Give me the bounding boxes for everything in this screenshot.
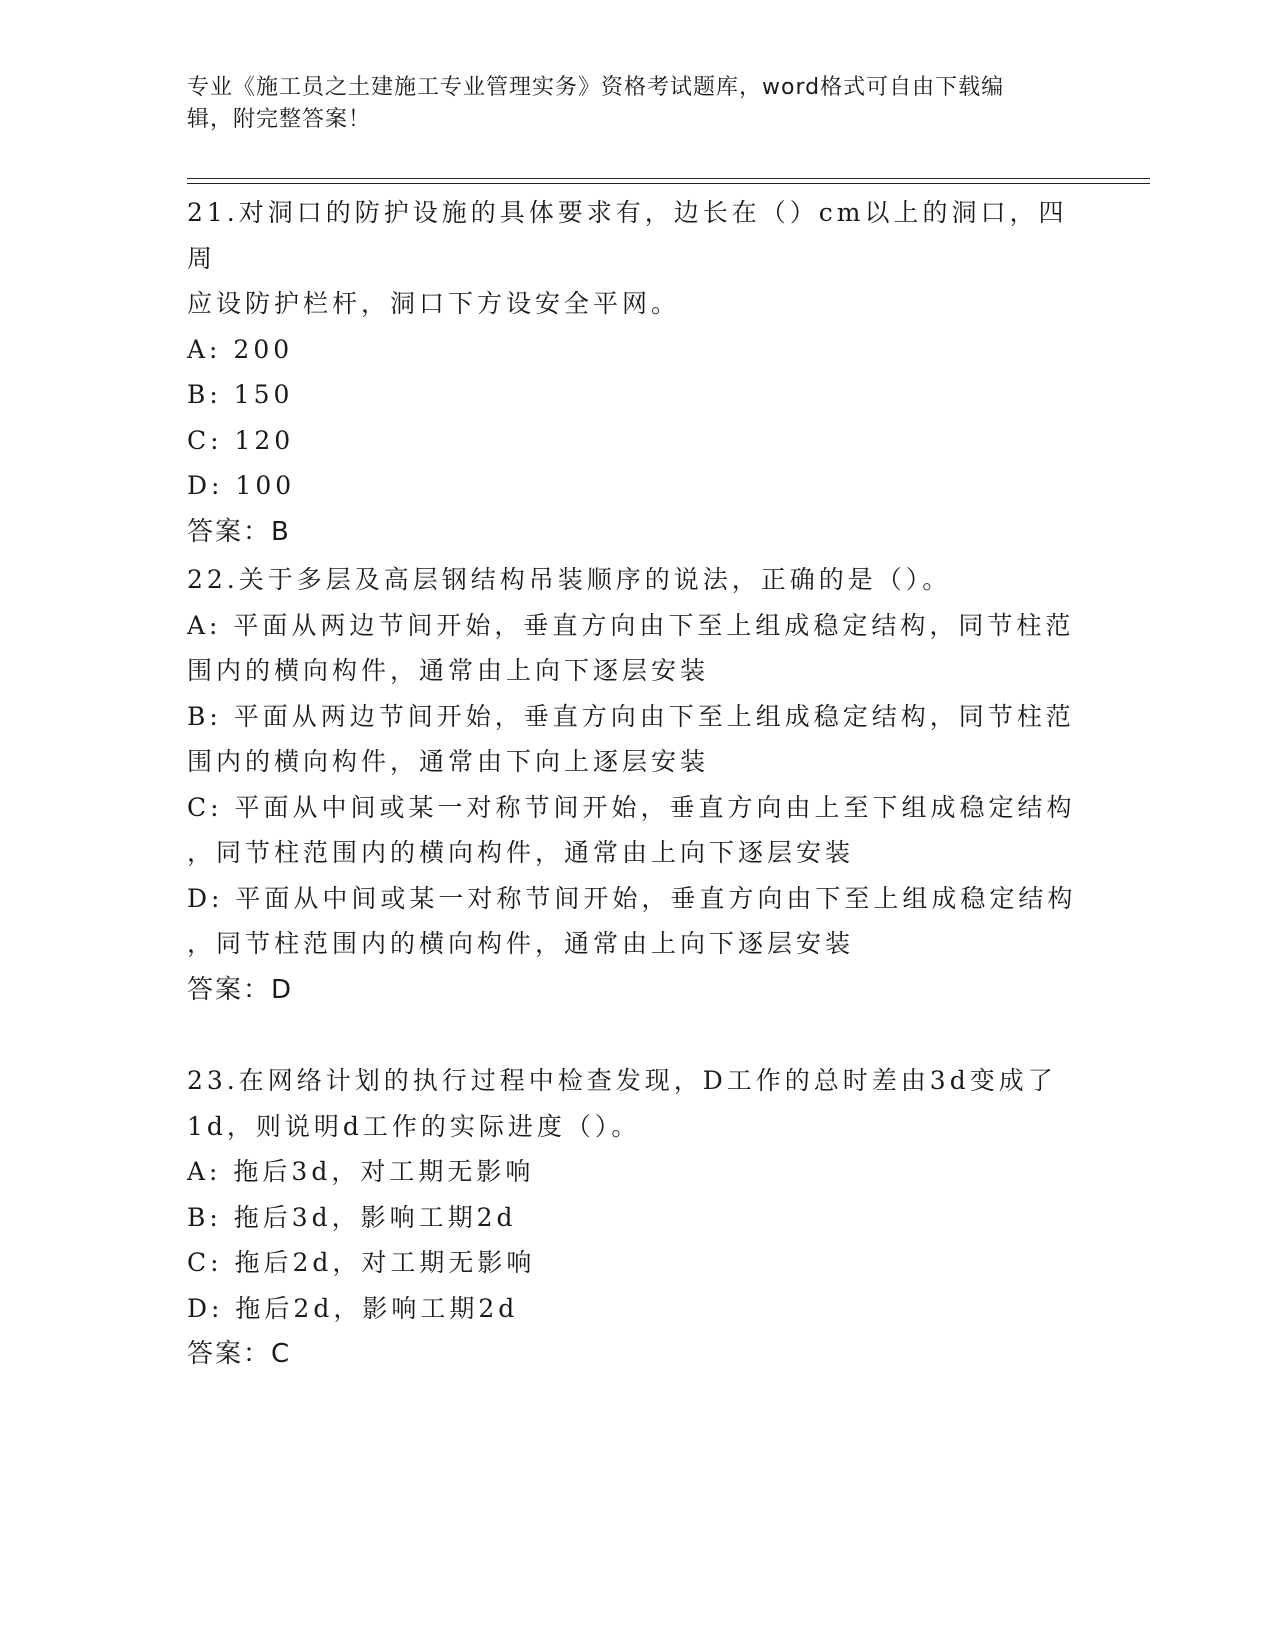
option-a: A: 200 [187,334,294,364]
answer-label: 答案：C [187,1339,292,1369]
document-header [187,72,1087,136]
question-stem-line: 应设防护栏杆，洞口下方设安全平网。 [187,289,681,318]
option-d-line-1: D: 平面从中间或某一对称节间开始，垂直方向由下至上组成稳定结构 [187,883,1077,913]
question-22 [187,557,1087,1013]
option-b: B: 拖后3d，影响工期2d [187,1202,517,1232]
answer-label: 答案：B [187,516,291,547]
option-a-line-1: A: 平面从两边节间开始，垂直方向由下至上组成稳定结构，同节柱范 [187,610,1075,640]
header-divider-bottom [187,183,1150,184]
header-divider-top [187,178,1150,179]
question-stem-line: 1d，则说明d工作的实际进度（）。 [187,1111,641,1141]
option-b: B: 150 [187,380,294,409]
question-stem-line: 22.关于多层及高层钢结构吊装顺序的说法，正确的是（）。 [187,565,952,594]
question-21 [187,190,1087,555]
option-b-line-2: 围内的横向构件，通常由下向上逐层安装 [187,747,710,776]
question-stem-line: 21.对洞口的防护设施的具体要求有，边长在（）cm以上的洞口，四周 [187,198,1068,273]
option-c-line-1: C: 平面从中间或某一对称节间开始，垂直方向由上至下组成稳定结构 [187,792,1076,822]
option-c-line-2: ，同节柱范围内的横向构件，通常由上向下逐层安装 [187,838,855,867]
question-stem-line: 23.在网络计划的执行过程中检查发现，D工作的总时差由3d变成了 [187,1066,1057,1095]
option-d-line-2: ，同节柱范围内的横向构件，通常由上向下逐层安装 [187,929,855,958]
option-b-line-1: B: 平面从两边节间开始，垂直方向由下至上组成稳定结构，同节柱范 [187,701,1075,731]
option-d: D: 拖后2d，影响工期2d [187,1293,519,1323]
option-a-line-2: 围内的横向构件，通常由上向下逐层安装 [187,656,710,685]
option-a: A: 拖后3d，对工期无影响 [187,1157,535,1186]
answer-label: 答案：D [187,974,294,1005]
option-c: C: 120 [187,425,295,455]
header-line-2: 辑，附完整答案！ [187,107,372,132]
header-line-1: 专业《施工员之土建施工专业管理实务》资格考试题库，word格式可自由下载编 [187,75,1005,100]
option-c: C: 拖后2d，对工期无影响 [187,1248,536,1277]
option-d: D: 100 [187,471,296,500]
question-23 [187,1058,1087,1377]
